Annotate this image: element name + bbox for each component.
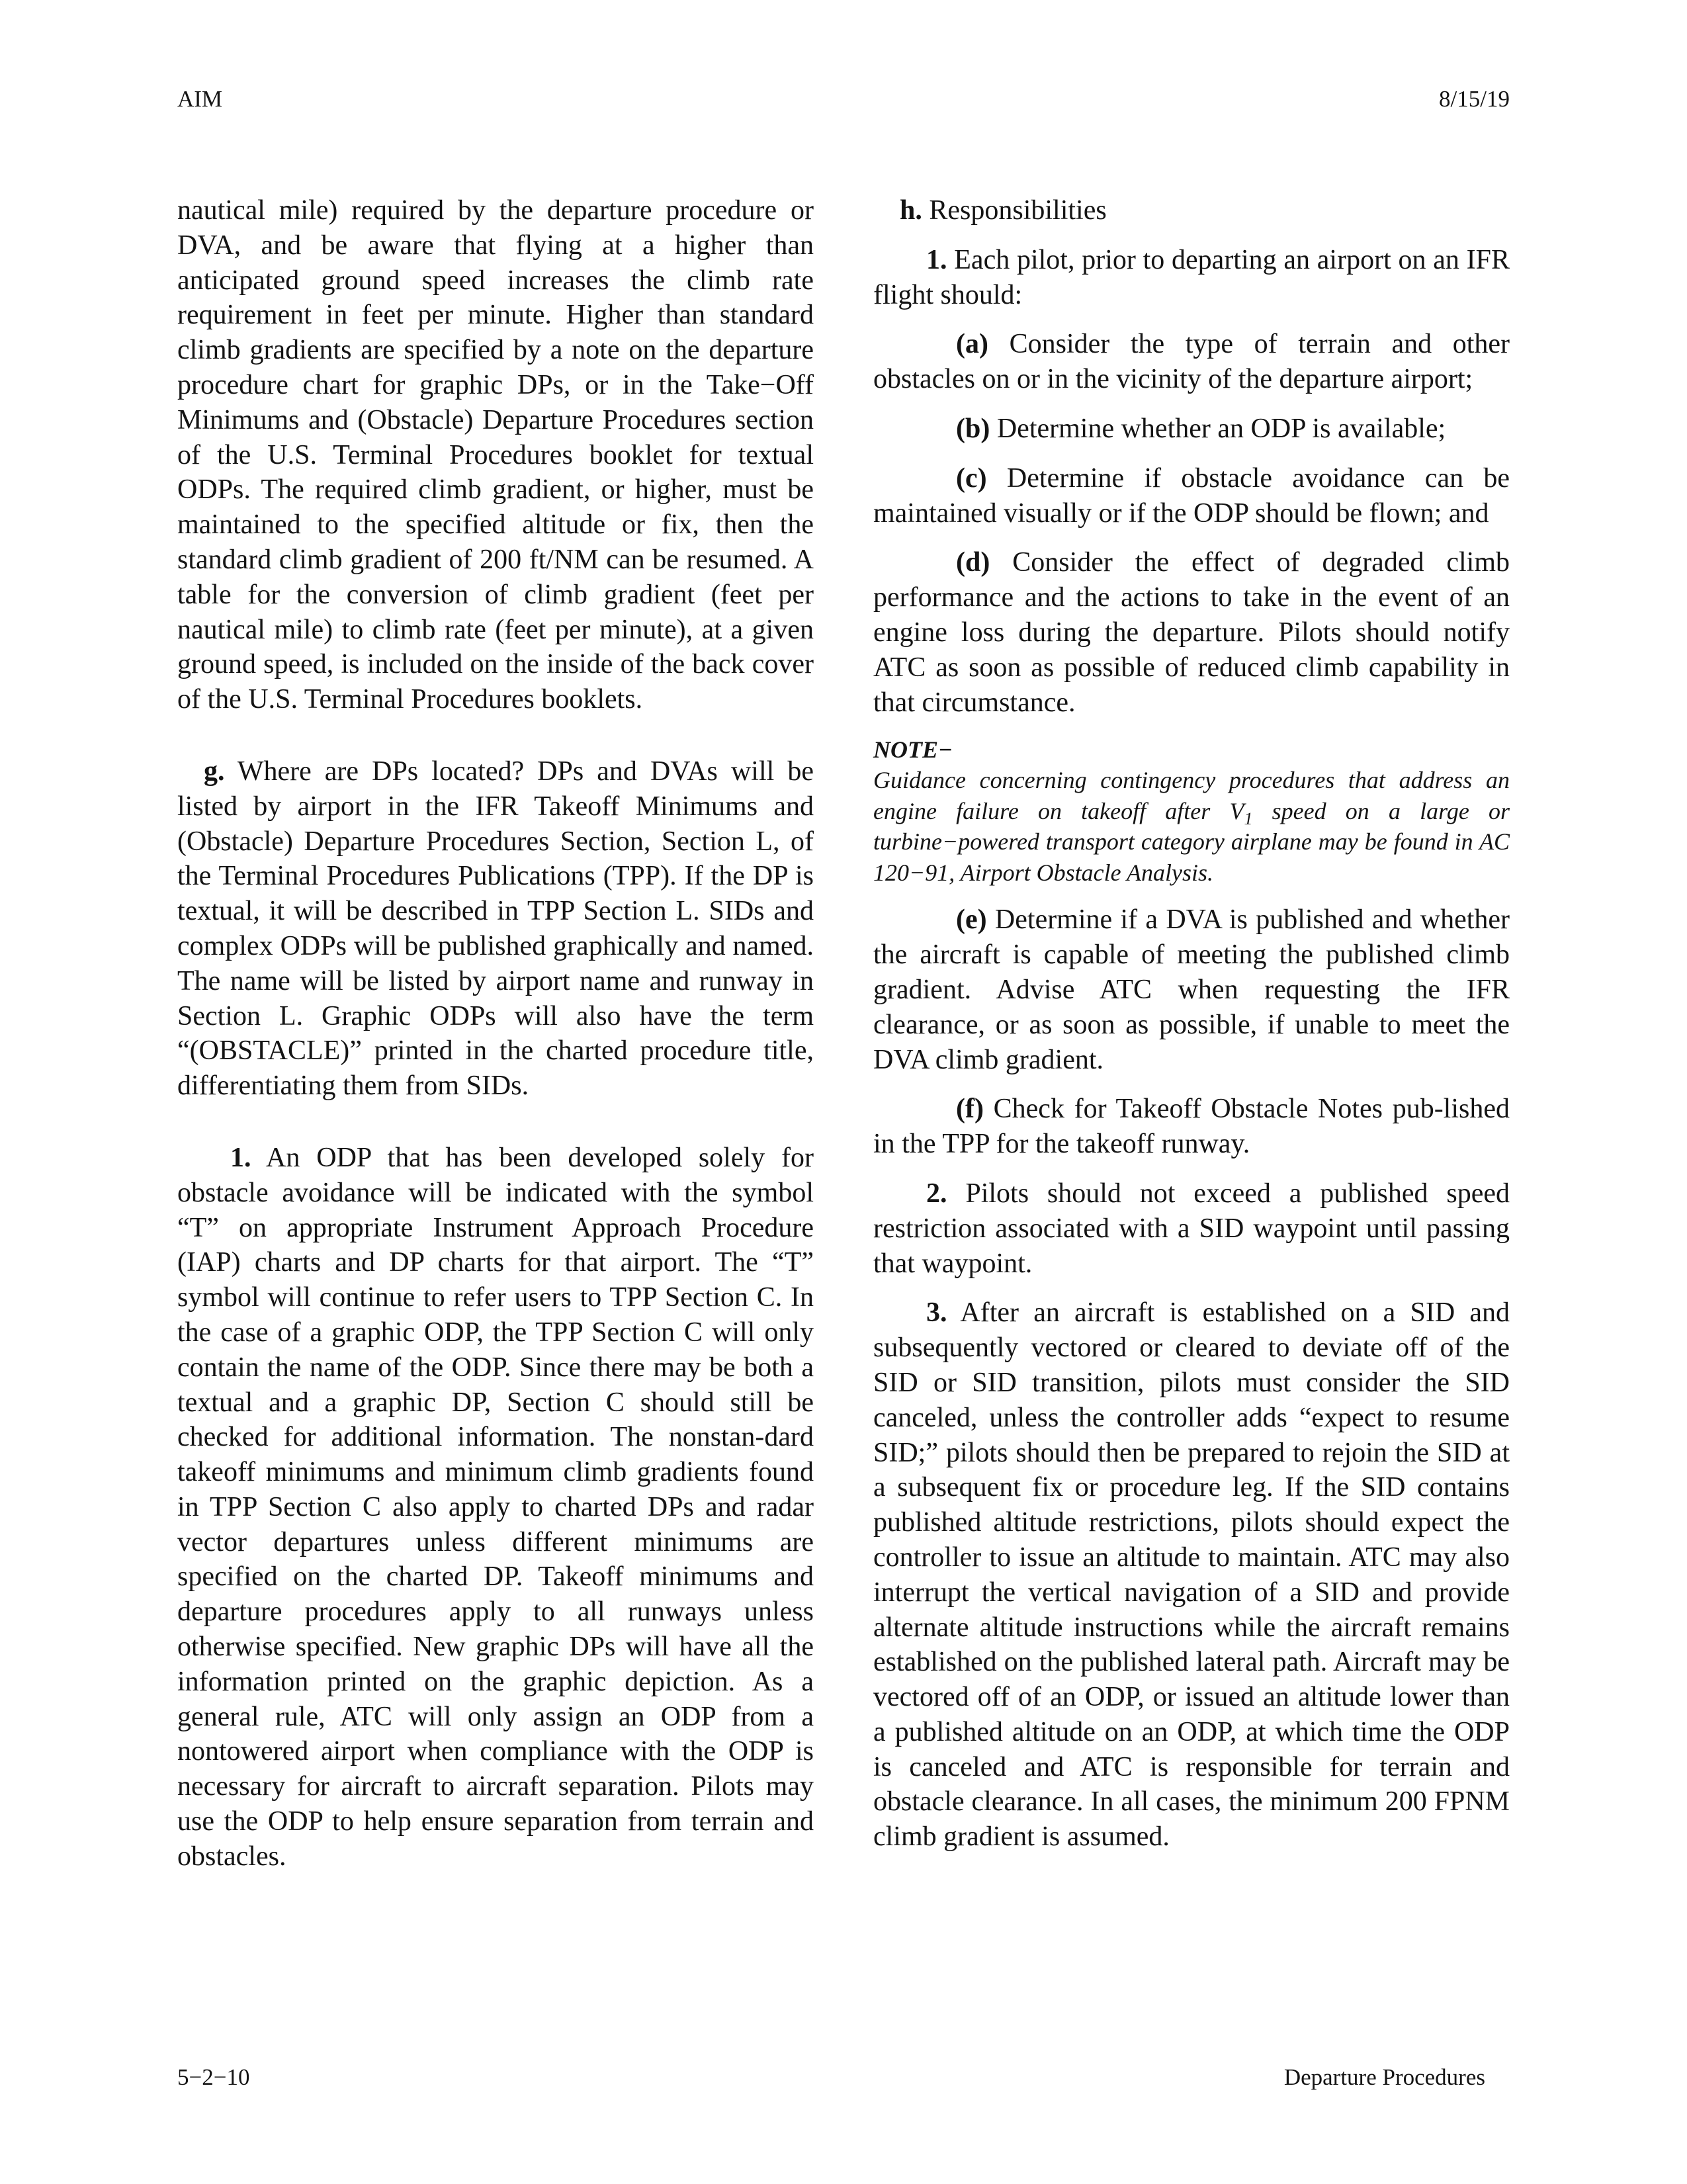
- paragraph-d: [873, 545, 1510, 720]
- paragraph-h-title: Responsibilities: [929, 195, 1107, 226]
- paragraph-e-text: Determine if a DVA is published and whether the aircraft is capable of meeting the published climb gradient. Advise ATC when requesting the IFR clearance, or as soon as possible, if unable to meet the DVA climb gradient.: [873, 904, 1510, 1075]
- paragraph-b-text: Determine whether an ODP is available;: [996, 413, 1446, 444]
- paragraph-c-label: (c): [956, 462, 987, 494]
- paragraph-a-label: (a): [956, 329, 988, 360]
- paragraph-h-1-text: Each pilot, prior to departing an airport on an IFR flight should:: [873, 244, 1510, 310]
- paragraph-c-text: Determine if obstacle avoidance can be maintained visually or if the ODP should be flown; and: [873, 462, 1510, 529]
- paragraph-h-1-label: 1.: [926, 244, 947, 275]
- note-heading: NOTE−: [873, 736, 953, 764]
- paragraph-f: [873, 1092, 1510, 1162]
- footer-section-title: Departure Procedures: [1283, 2064, 1485, 2090]
- paragraph-c: [873, 461, 1510, 531]
- paragraph-g-text: Where are DPs located? DPs and DVAs will be listed by airport in the IFR Takeoff Minimums and (Obstacle) Departure Procedures Section, Section L, of the Terminal Procedures Publications (TPP). If the DP is textual, it will be described in TPP Section L. SIDs and complex ODPs will be published graphically and named. The name will be listed by airport name and runway in Section L. Graphic ODPs will also have the term “(OBSTACLE)” printed in the charted procedure title, differentiating them from SIDs.: [177, 756, 814, 1102]
- paragraph-h-label: h.: [900, 195, 922, 226]
- note-body: [873, 765, 1510, 888]
- note-text-after: speed on a large or turbine−powered transport category airplane may be found in AC 120−91, Airport Obstacle Analysis.: [873, 797, 1510, 886]
- paragraph-a: [873, 327, 1510, 397]
- paragraph-h-3-label: 3.: [926, 1297, 947, 1329]
- paragraph-h-2: [873, 1176, 1510, 1281]
- header-publication: AIM: [177, 86, 223, 112]
- paragraph-g-label: g.: [204, 756, 225, 787]
- paragraph-e-label: (e): [956, 904, 987, 936]
- paragraph-g-1-label: 1.: [230, 1142, 251, 1173]
- paragraph-h-1: [873, 243, 1510, 313]
- paragraph-d-label: (d): [956, 547, 990, 578]
- paragraph-a-text: Consider the type of terrain and other obstacles on or in the vicinity of the departure airport;: [873, 329, 1510, 395]
- footer-page-number: 5−2−10: [177, 2064, 250, 2090]
- paragraph-h-2-text: Pilots should not exceed a published speed restriction associated with a SID waypoint until passing that waypoint.: [873, 1178, 1510, 1279]
- header-date: 8/15/19: [1439, 86, 1510, 112]
- right-column: [873, 193, 1510, 1855]
- paragraph-h-3: [873, 1295, 1510, 1855]
- paragraph-h: [873, 193, 1510, 228]
- paragraph-f-label: (f): [956, 1094, 984, 1125]
- paragraph-g-1: [177, 1141, 814, 1874]
- note-text-before: Guidance concerning contingency procedures that address an engine failure on takeoff after V: [873, 767, 1510, 824]
- paragraph-b: [873, 412, 1510, 447]
- paragraph-f-text: Check for Takeoff Obstacle Notes pub-lished in the TPP for the takeoff runway.: [873, 1094, 1510, 1160]
- paragraph-g-1-text: An ODP that has been developed solely for obstacle avoidance will be indicated with the symbol “T” on appropriate Instrument Approach Procedure (IAP) charts and DP charts for that airport. The “T” symbol will continue to refer users to TPP Section C. In the case of a graphic ODP, the TPP Section C will only contain the name of the ODP. Since there may be both a textual and a graphic DP, Section C should still be checked for additional information. The nonstan-dard takeoff minimums and minimum climb gradients found in TPP Section C also apply to charted DPs and radar vector departures unless different minimums are specified on the charted DP. Takeoff minimums and departure procedures apply to all runways unless otherwise specified. New graphic DPs will have all the information printed on the graphic depiction. As a general rule, ATC will only assign an ODP from a nontowered airport when compliance with the ODP is necessary for aircraft to aircraft separation. Pilots may use the ODP to help ensure separation from terrain and obstacles.: [177, 1142, 814, 1872]
- paragraph-e: [873, 902, 1510, 1077]
- left-column: [177, 193, 814, 1874]
- paragraph-h-2-label: 2.: [926, 1178, 947, 1209]
- paragraph-b-label: (b): [956, 413, 990, 444]
- paragraph-g: [177, 754, 814, 1104]
- paragraph-h-3-text: After an aircraft is established on a SID and subsequently vectored or cleared to deviate off of the SID or SID transition, pilots must consider the SID canceled, unless the controller adds “expect to resume SID;” pilots should then be prepared to rejoin the SID at a subsequent fix or procedure leg. If the SID contains published altitude restrictions, pilots should expect the controller to issue an altitude to maintain. ATC may also interrupt the vertical navigation of a SID and provide alternate altitude instructions while the aircraft remains established on the published lateral path. Aircraft may be vectored off of an ODP, or issued an altitude lower than a published altitude on an ODP, at which time the ODP is canceled and ATC is responsible for terrain and obstacle clearance. In all cases, the minimum 200 FPNM climb gradient is assumed.: [873, 1297, 1510, 1853]
- note-subscript: 1: [1244, 809, 1253, 829]
- paragraph-d-text: Consider the effect of degraded climb performance and the actions to take in the event of an engine loss during the departure. Pilots should notify ATC as soon as possible of reduced climb capability in that circumstance.: [873, 547, 1510, 718]
- paragraph-continuation: nautical mile) required by the departure procedure or DVA, and be aware that flying at a higher than anticipated ground speed increases the climb rate requirement in feet per minute. Higher than standard climb gradients are specified by a note on the departure procedure chart for graphic DPs, or in the Take−Off Minimums and (Obstacle) Departure Procedures section of the U.S. Terminal Procedures booklet for textual ODPs. The required climb gradient, or higher, must be maintained to the specified altitude or fix, then the standard climb gradient of 200 ft/NM can be resumed. A table for the conversion of climb gradient (feet per nautical mile) to climb rate (feet per minute), at a given ground speed, is included on the inside of the back cover of the U.S. Terminal Procedures booklets.: [177, 195, 814, 715]
